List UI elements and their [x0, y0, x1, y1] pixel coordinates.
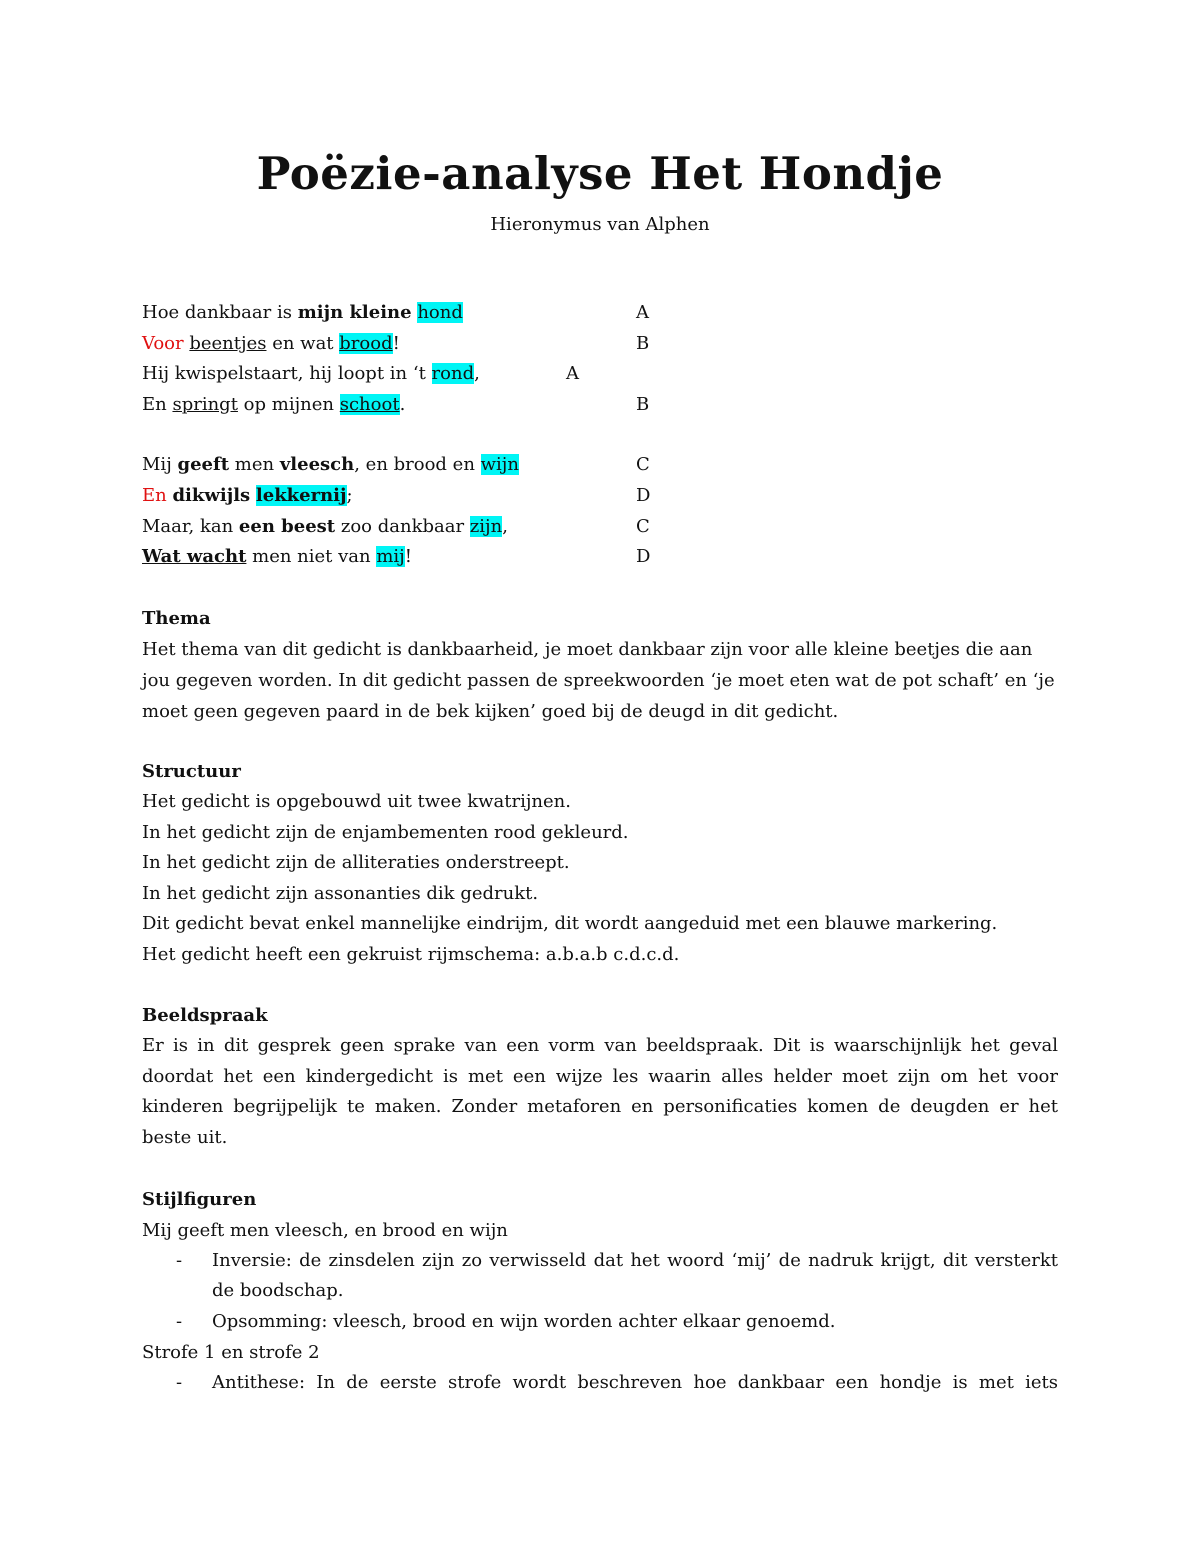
heading-stijlfiguren: Stijlfiguren	[142, 1189, 257, 1210]
structuur-line: Het gedicht is opgebouwd uit twee kwatrijnen.	[142, 791, 571, 812]
document-author: Hieronymus van Alphen	[490, 214, 710, 235]
structuur-line: Het gedicht heeft een gekruist rijmschema: a.b.a.b c.d.c.d.	[142, 944, 680, 965]
end-rhyme-highlight: rond	[431, 363, 475, 384]
list-item-text: Antithese: In de eerste strofe wordt beschreven hoe dankbaar een hondje is met iets	[212, 1372, 1058, 1393]
end-rhyme-highlight: schoot	[339, 394, 400, 415]
rhyme-letter: D	[636, 485, 651, 506]
list-item	[176, 1246, 1058, 1306]
dash-bullet: -	[176, 1372, 183, 1393]
heading-structuur: Structuur	[142, 761, 241, 782]
end-rhyme-highlight: zijn	[469, 516, 503, 537]
poem-line-7: Maar, kan een beest zoo dankbaar zijn,	[142, 516, 508, 537]
rhyme-letter: A	[566, 363, 579, 384]
assonance: mijn kleine	[297, 302, 412, 323]
poem-line-1: Hoe dankbaar is mijn kleine hond	[142, 302, 463, 323]
poem-line-2: Voor beentjes en wat brood!	[142, 333, 400, 354]
rhyme-letter: B	[636, 394, 650, 415]
document-title: Poëzie-analyse Het Hondje	[256, 147, 944, 200]
stijlfiguren-subheading: Mij geeft men vleesch, en brood en wijn	[142, 1220, 508, 1241]
thema-text: Het thema van dit gedicht is dankbaarheid, je moet dankbaar zijn voor alle kleine beetjes die aan jou gegeven worden. In dit gedicht passen de spreekwoorden ‘je moet eten wat de pot schaft’ en ‘je moet geen gegeven paard in de bek kijken’ goed bij de deugd in dit gedicht.	[142, 639, 1055, 722]
list-item	[176, 1368, 1058, 1398]
alliteration: springt	[172, 394, 238, 415]
structuur-line: In het gedicht zijn de enjambementen rood gekleurd.	[142, 822, 629, 843]
structuur-line: In het gedicht zijn assonanties dik gedrukt.	[142, 883, 539, 904]
poem-line-3: Hij kwispelstaart, hij loopt in ‘t rond,	[142, 363, 480, 384]
dash-bullet: -	[176, 1311, 183, 1332]
alliteration: Wat wacht	[142, 546, 247, 567]
rhyme-letter: C	[636, 454, 650, 475]
structuur-line: In het gedicht zijn de alliteraties onderstreept.	[142, 852, 570, 873]
enjambement: En	[142, 485, 167, 506]
rhyme-letter: C	[636, 516, 650, 537]
dash-bullet: -	[176, 1250, 183, 1271]
list-item	[176, 1307, 1058, 1337]
end-rhyme-highlight: lekkernij	[255, 485, 347, 506]
enjambement: Voor	[142, 333, 184, 354]
poem-line-4: En springt op mijnen schoot.	[142, 394, 406, 415]
end-rhyme-highlight: wijn	[480, 454, 519, 475]
list-item-text: Opsomming: vleesch, brood en wijn worden achter elkaar genoemd.	[212, 1311, 836, 1332]
stijlfiguren-subheading: Strofe 1 en strofe 2	[142, 1342, 320, 1363]
rhyme-letter: D	[636, 546, 651, 567]
heading-thema: Thema	[142, 608, 211, 629]
assonance: geeft	[177, 454, 230, 475]
alliteration: beentjes	[189, 333, 267, 354]
rhyme-letter: B	[636, 333, 650, 354]
end-rhyme-highlight: mij	[376, 546, 405, 567]
poem-line-6: En dikwijls lekkernij;	[142, 485, 353, 506]
assonance: dikwijls	[172, 485, 251, 506]
assonance: vleesch	[279, 454, 355, 475]
heading-beeldspraak: Beeldspraak	[142, 1005, 268, 1026]
end-rhyme-highlight: hond	[417, 302, 463, 323]
poem-line-8: Wat wacht men niet van mij!	[142, 546, 412, 567]
assonance: een beest	[238, 516, 336, 537]
list-item-text: Inversie: de zinsdelen zijn zo verwisseld dat het woord ‘mij’ de nadruk krijgt, dit versterkt de boodschap.	[212, 1250, 1058, 1301]
structuur-line: Dit gedicht bevat enkel mannelijke eindrijm, dit wordt aangeduid met een blauwe markering.	[142, 913, 998, 934]
end-rhyme-highlight: brood	[339, 333, 393, 354]
poem-line-5: Mij geeft men vleesch, en brood en wijn	[142, 454, 519, 475]
beeldspraak-text: Er is in dit gesprek geen sprake van een vorm van beeldspraak. Dit is waarschijnlijk het geval doordat het een kindergedicht is met een wijze les waarin alles helder moet zijn om het voor kinderen begrijpelijk te maken. Zonder metaforen en personificaties komen de deugden er het beste uit.	[142, 1035, 1058, 1148]
rhyme-letter: A	[636, 302, 649, 323]
